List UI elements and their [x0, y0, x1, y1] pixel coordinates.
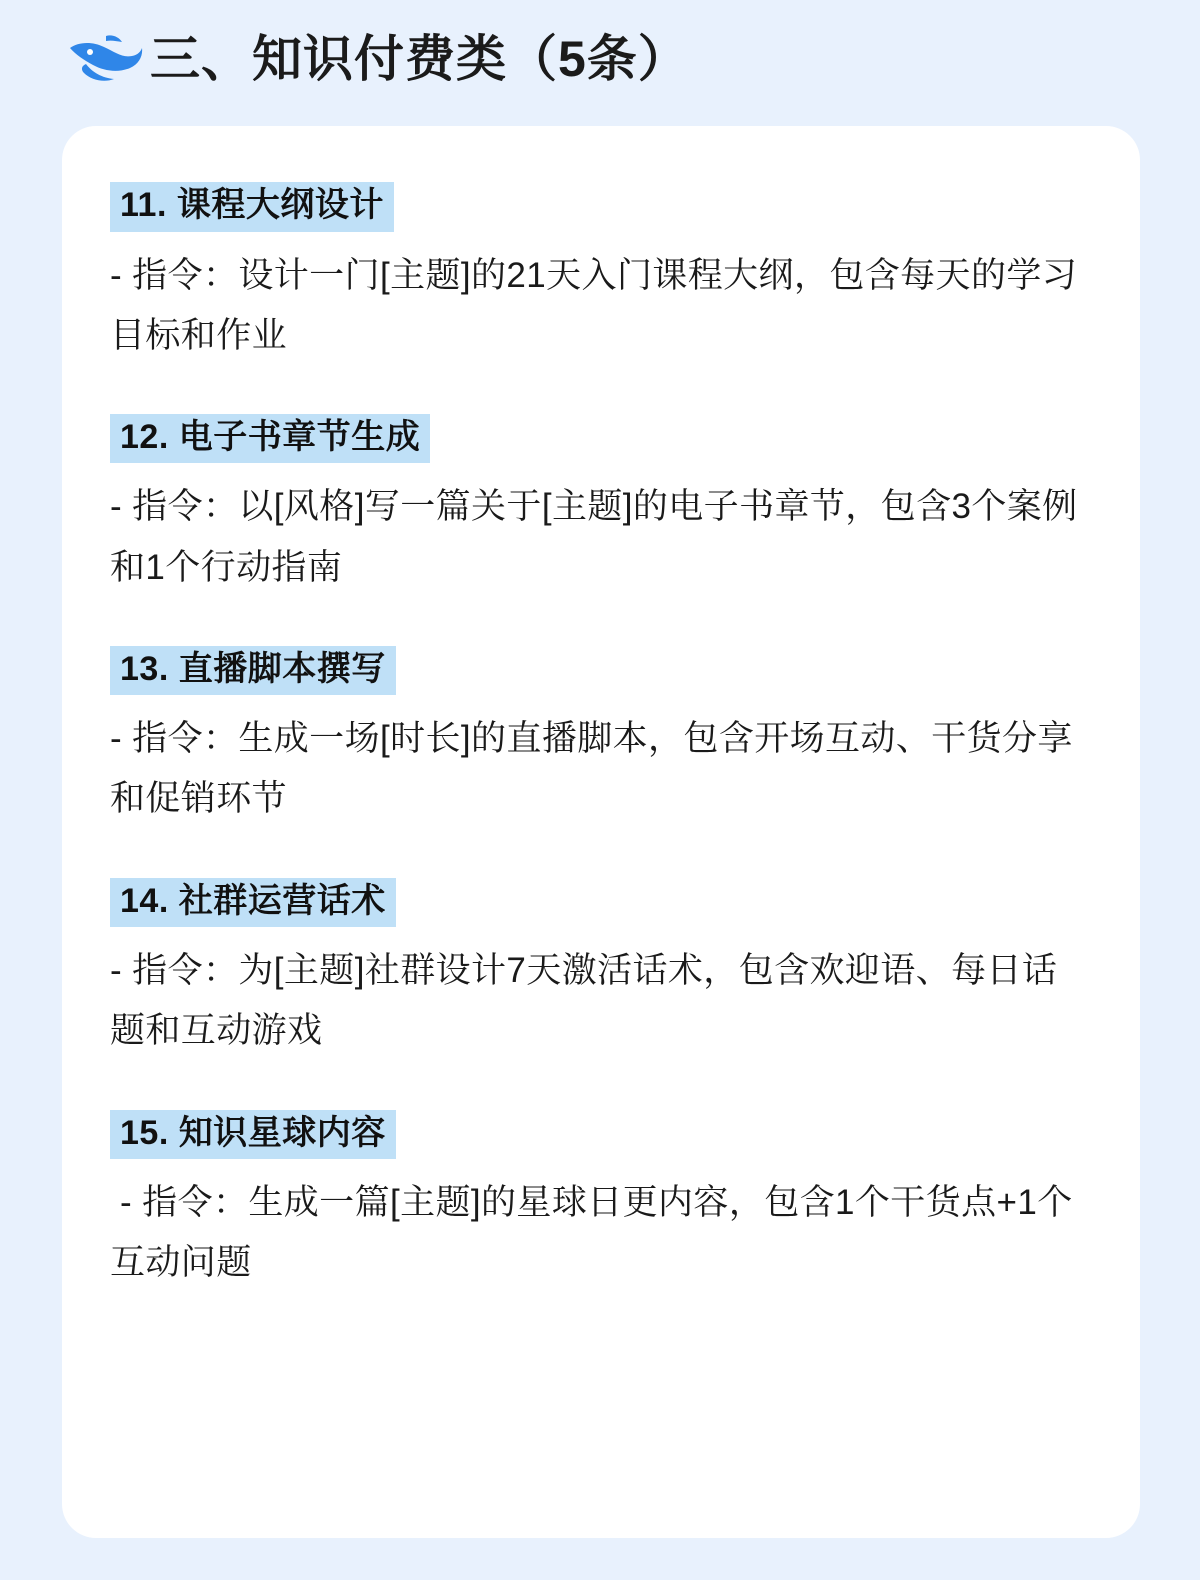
- item-title-wrap: [110, 1110, 1092, 1160]
- item-body: - 指令：为[主题]社群设计7天激活话术，包含欢迎语、每日话题和互动游戏: [110, 951, 1058, 1051]
- whale-icon: [66, 28, 144, 90]
- item-title: 13. 直播脚本撰写: [110, 646, 396, 696]
- page-header: [0, 0, 1200, 96]
- list-item: [110, 182, 1092, 366]
- item-title: 15. 知识星球内容: [110, 1110, 396, 1160]
- list-item: [110, 414, 1092, 598]
- item-title: 11. 课程大纲设计: [110, 182, 394, 232]
- item-body: - 指令：生成一篇[主题]的星球日更内容，包含1个干货点+1个互动问题: [110, 1183, 1073, 1283]
- item-title: 14. 社群运营话术: [110, 878, 396, 928]
- page-title: 三、知识付费类（5条）: [150, 31, 689, 87]
- item-title-wrap: [110, 414, 1092, 464]
- item-body: - 指令：以[风格]写一篇关于[主题]的电子书章节，包含3个案例和1个行动指南: [110, 487, 1078, 587]
- list-item: [110, 878, 1092, 1062]
- item-title-wrap: [110, 182, 1092, 232]
- item-title: 12. 电子书章节生成: [110, 414, 430, 464]
- item-body: - 指令：生成一场[时长]的直播脚本，包含开场互动、干货分享和促销环节: [110, 719, 1073, 819]
- list-item: [110, 646, 1092, 830]
- content-card: [62, 126, 1140, 1538]
- list-item: [110, 1110, 1092, 1294]
- item-title-wrap: [110, 646, 1092, 696]
- item-body: - 指令：设计一门[主题]的21天入门课程大纲，包含每天的学习目标和作业: [110, 255, 1078, 355]
- item-title-wrap: [110, 878, 1092, 928]
